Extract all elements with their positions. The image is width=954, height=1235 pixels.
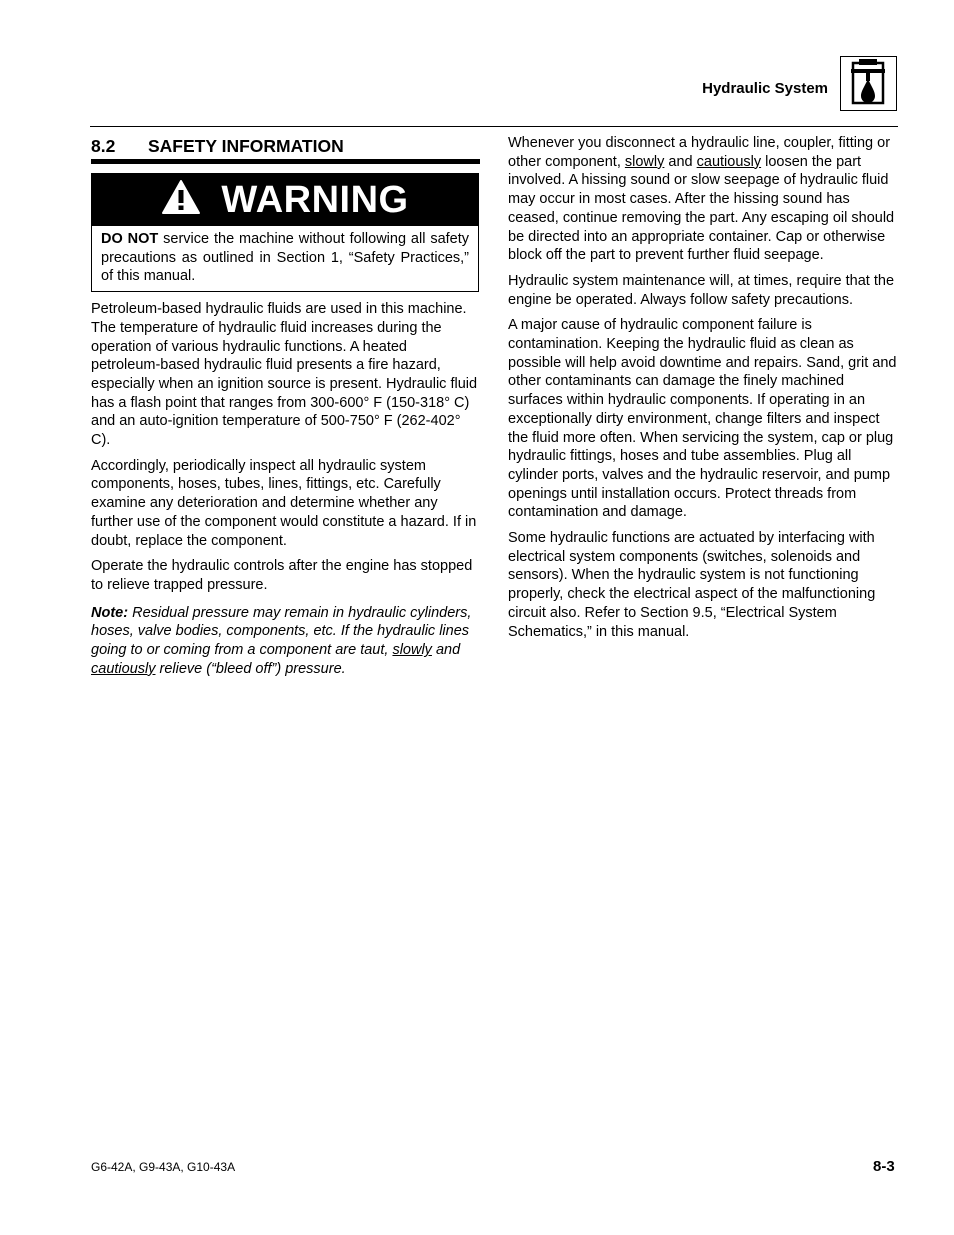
warning-label: WARNING [221,178,409,221]
warning-box [91,173,479,292]
paragraph: Petroleum-based hydraulic fluids are used in this machine. The temperature of hydraulic fluid increases during the operation of various hydraulic functions. A heated petroleum-based hydraulic fluid presents a fire hazard, especially when an ignition source is present. Hydraulic fluid has a flash point that ranges from 300-600° F (150-318° C) and an auto-ignition temperature of 500-750° F (262-402° C). [91,301,478,449]
header-rule [90,126,898,127]
page-header-title: Hydraulic System [702,80,828,97]
paragraph: Operate the hydraulic controls after the engine has stopped to relieve trapped pressure. [91,558,473,593]
note-label: Note: [91,604,129,621]
paragraph-emphasis: cautiously [696,153,762,170]
section-number: 8.2 [91,136,116,156]
note-emphasis: cautiously [91,660,156,677]
paragraph: Accordingly, periodically inspect all hydraulic system components, hoses, tubes, lines, fittings, etc. Carefully examine any deterioration and determine whether any further use of the component would constitute a hazard. If in doubt, replace the component. [91,457,477,549]
left-column [91,134,479,685]
paragraph-text: Whenever you disconnect a hydraulic line, coupler, fitting or other component, [508,135,891,170]
paragraph: Hydraulic system maintenance will, at times, require that the engine be operated. Always follow safety precautions. [508,272,895,308]
warning-message: service the machine without following all safety precautions as outlined in Section 1, “Safety Practices,” of this manual. [101,231,469,285]
note-text: and [431,642,461,659]
paragraph [508,134,898,265]
page-number: 8-3 [873,1158,895,1175]
section-rule [91,159,480,164]
warning-banner [92,174,478,226]
note-paragraph [91,604,479,679]
section-title: SAFETY INFORMATION [148,136,344,156]
paragraph-emphasis: slowly [624,153,665,170]
paragraph-text: and [664,153,697,170]
paragraph: Some hydraulic functions are actuated by interfacing with electrical system components (switches, solenoids and sensors). When the hydraulic system is not functioning properly, check the electrical aspect of the malfunctioning circuit also. Refer to Section 9.5, “Electrical System Schematics,” in this manual. [508,530,876,640]
warning-triangle-icon [161,179,201,221]
footer-models: G6-42A, G9-43A, G10-43A [91,1160,236,1174]
warning-lead: DO NOT [101,231,159,247]
right-column [508,134,898,648]
paragraph: A major cause of hydraulic component failure is contamination. Keeping the hydraulic fluid as clean as possible will help avoid downtime and repairs. Sand, grit and other contaminants can damage the finely machined surfaces within hydraulic components. If operating in an exceptionally dirty environment, change filters and inspect the fluid more often. When servicing the system, cap or plug hydraulic fittings, hoses and tube assemblies. Plug all cylinder ports, valves and the hydraulic reservoir, and pump openings until installation occurs. Protect threads from contamination and damage. [508,317,897,521]
note-text: Residual pressure may remain in hydraulic cylinders, hoses, valve bodies, components, etc. If the hydraulic lines going to or coming from a component are taut, [91,604,472,659]
hydraulic-reservoir-icon [840,56,897,111]
note-emphasis: slowly [392,642,432,659]
section-heading [91,135,479,159]
paragraph-text: loosen the part involved. A hissing sound or slow seepage of hydraulic fluid may occur in most cases. After the hissing sound has ceased, continue removing the part. Any escaping oil should be directed into an appropriate container. Cap or otherwise block off the part to prevent further fluid seepage. [508,153,895,264]
note-text: relieve (“bleed off”) pressure. [155,660,346,677]
warning-text [92,226,478,291]
